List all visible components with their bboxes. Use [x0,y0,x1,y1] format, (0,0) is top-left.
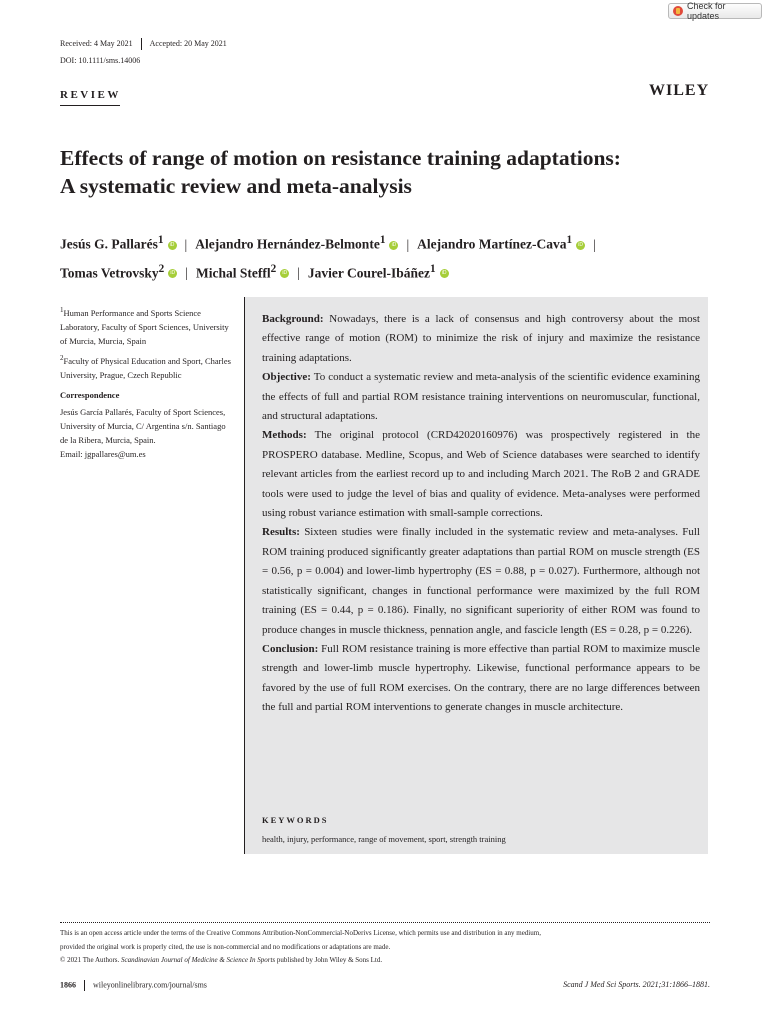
section-label: REVIEW [60,89,121,101]
abstract-body: Nowadays, there is a lack of consensus and high controversy about the most effective range of motion (ROM) to minimize the risk of injury and maximize the resistance training adaptations. [262,313,700,364]
author-list [60,228,720,285]
orcid-icon[interactable]: iD [168,241,177,250]
abstract-body: Full ROM resistance training is more effective than partial ROM to maximize muscle strength and lower-limb muscle hypertrophy. Likewise, functional performance appears to be favored by the use of full ROM exercises. On the contrary, there are no large differences between the full and partial ROM interventions to generate changes in muscle architecture. [262,642,700,714]
correspondence-email[interactable]: Email: jgpallares@um.es [60,448,146,459]
author-name[interactable]: Tomas Vetrovsky [60,265,159,280]
author-name[interactable]: Alejandro Hernández-Belmonte [195,236,380,252]
check-for-updates-label: Check for updates [687,1,726,21]
abstract-body: The original protocol (CRD42020160976) was prospectively registered in the PROSPERO database. Medline, Scopus, and Web of Science databases were searched to identify relevant articles from the earliest record up to and including March 2021. The RoB 2 and GRADE tools were used to judge the level of bias and quality of evidence. Meta-analyses were performed using robust variance estimation with small-sample corrections. [262,429,700,520]
author-name[interactable]: Alejandro Martínez-Cava [417,236,567,252]
abstract-methods [262,426,700,523]
correspondence-body: Jesús García Pallarés, Faculty of Sport Sciences, University of Murcia, C/ Argentina s/n. Santiago de la Ribera, Murcia, Spain. [60,406,226,445]
affiliation-sup: 1 [60,306,64,314]
affiliations-column [60,303,235,461]
abstract-label: Results: [262,526,300,539]
abstract-body: Sixteen studies were finally included in the systematic review and meta-analyses. Full ROM training produced significantly greater adaptations than partial ROM on muscle strength (ES = 0.56, p = 0.004) and lower-limb hypertrophy (ES = 0.88, p = 0.027). Furthermore, although not statistically significant, changes in functional performance were maximized by the full ROM training (ES = 0.44, p = 0.186). Finally, no significant superiority of either ROM was found to produce changes in muscle thickness, pennation angle, and fascicle length (ES = 0.28, p = 0.226). [262,526,700,636]
affiliation-text: Faculty of Physical Education and Sport, Charles University, Prague, Czech Republic [60,355,231,380]
crossmark-icon [673,6,683,16]
title-line-1: Effects of range of motion on resistance training adaptations: [60,146,621,170]
abstract-label: Background: [262,313,324,325]
author-separator: | [184,236,188,252]
journal-url[interactable]: wileyonlinelibrary.com/journal/sms [93,980,207,990]
abstract-background [262,310,700,368]
page-footer [60,980,710,991]
page-number: 1866 [60,980,76,990]
author-name[interactable]: Javier Courel-Ibáñez [307,265,431,280]
affiliation-text: Human Performance and Sports Science Laboratory, Faculty of Sport Sciences, University of Murcia, Murcia, Spain [60,307,229,346]
abstract-conclusion [262,640,700,718]
journal-citation: Scand J Med Sci Sports. 2021;31:1866–1881. [563,980,710,989]
orcid-icon[interactable]: iD [280,269,289,278]
orcid-icon[interactable]: iD [576,241,585,250]
copyright-suffix: published by John Wiley & Sons Ltd. [276,956,383,964]
abstract-objective [262,368,700,426]
keywords-list: health, injury, performance, range of movement, sport, strength training [262,834,506,844]
section-rule [60,105,120,106]
publisher-logo: WILEY [649,82,710,99]
divider [141,38,142,50]
abstract-body: To conduct a systematic review and meta-analysis of the scientific evidence examining the effects of full and partial ROM resistance training interventions on neuromuscular, functional, and structural adaptations. [262,371,700,423]
author-name[interactable]: Jesús G. Pallarés [60,236,158,252]
affiliation [60,351,235,382]
license-line-1: This is an open access article under the terms of the Creative Commons Attribution-NonCommercial-NoDerivs License, which permits use and distribution in any medium, [60,929,541,937]
journal-name: Scandinavian Journal of Medicine & Science In Sports [121,956,276,964]
affiliation-sup: 2 [60,353,64,362]
author-separator: | [185,265,188,280]
orcid-icon[interactable]: iD [389,241,398,250]
author-separator: | [406,236,410,252]
abstract-label: Objective: [262,371,311,384]
author-affil-sup: 1 [379,234,386,246]
author-affil-sup: 1 [157,234,164,246]
received-date: Received: 4 May 2021 [60,38,133,48]
author-affil-sup: 1 [566,234,573,246]
author-affil-sup: 2 [158,262,165,275]
abstract-label: Conclusion: [262,642,319,655]
correspondence-heading: Correspondence [60,389,120,400]
affiliation [60,303,235,348]
abstract [262,310,700,718]
check-for-updates-button[interactable] [668,3,762,19]
keywords-heading: KEYWORDS [262,815,329,825]
copyright-prefix: © 2021 The Authors. [60,956,120,964]
doi[interactable]: DOI: 10.1111/sms.14006 [60,56,141,65]
footnote-divider [60,922,710,923]
orcid-icon[interactable]: iD [440,269,449,278]
author-separator: | [297,265,300,280]
title-line-2: A systematic review and meta-analysis [60,174,412,198]
author-line-1 [60,228,720,257]
dates-line [60,38,227,50]
accepted-date: Accepted: 20 May 2021 [149,38,227,48]
orcid-icon[interactable]: iD [168,269,177,278]
license-line-2: provided the original work is properly cited, the use is non-commercial and no modifications or adaptations are made. [60,942,391,951]
divider [84,980,85,991]
author-affil-sup: 1 [430,262,436,275]
author-name[interactable]: Michal Steffl [195,265,271,280]
abstract-results [262,523,700,639]
author-separator: | [593,236,596,252]
article-title [60,144,720,200]
author-line-2 [60,257,720,286]
copyright-line [60,954,710,968]
license-footnote [60,927,710,968]
author-affil-sup: 2 [270,262,277,275]
abstract-label: Methods: [262,429,307,442]
